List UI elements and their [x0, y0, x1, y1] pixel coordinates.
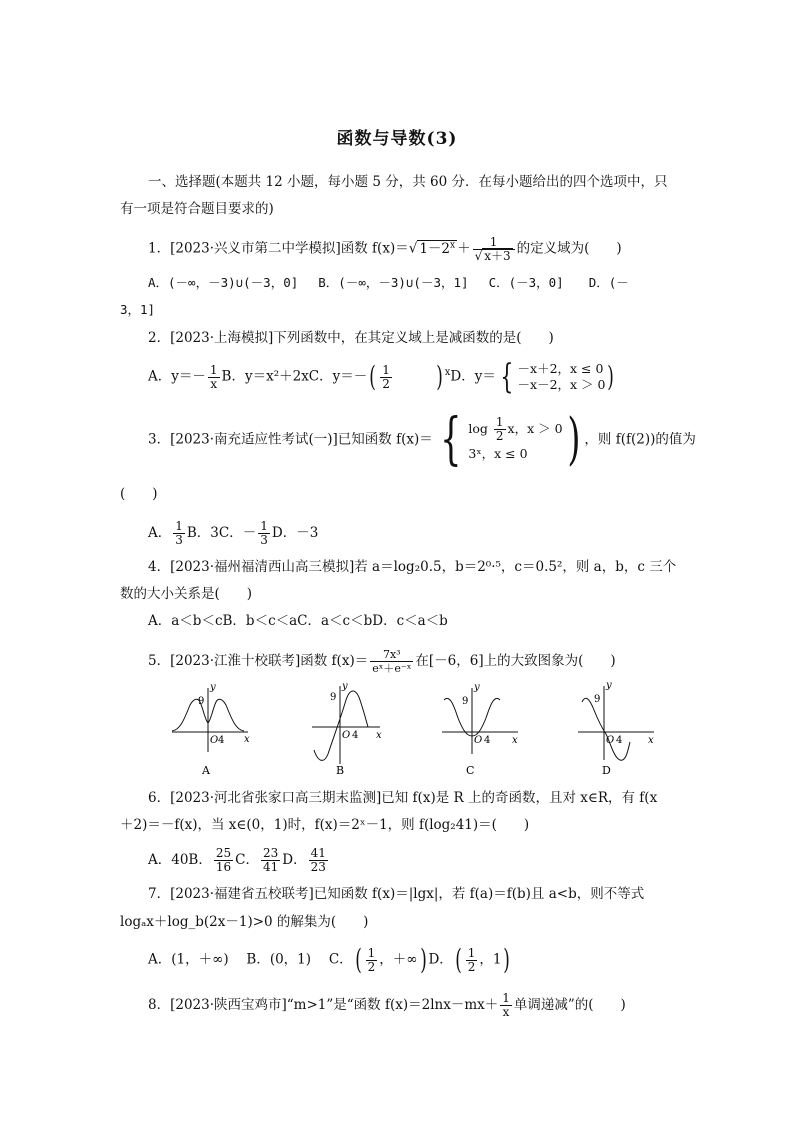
q3-case1-num: 1 [495, 414, 504, 429]
q2-optA-frac [208, 364, 220, 391]
q7-optD: D． [428, 951, 453, 968]
q3-brace: { [439, 407, 462, 472]
q3-case2: 3ˣ，x ≤ 0 [468, 445, 528, 461]
question-6-line2: ＋2)＝－f(x)，当 x∈(0，1)时，f(x)＝2ˣ－1，则 f(log₂41)＝( ) [120, 817, 530, 833]
q2-optB: B．y＝x²＋2xC．y＝－ [221, 368, 368, 385]
q3-case1-pre: log [468, 420, 488, 436]
q3-optA-pre: A． [148, 525, 172, 541]
q8-frac-den: x [502, 1005, 510, 1019]
question-5-stem [148, 648, 616, 675]
q2-case2: －x－2，x ＞ 0 [517, 377, 606, 392]
question-3-stem [148, 407, 696, 472]
graph-b-o: O [342, 730, 351, 741]
question-8-stem [148, 992, 626, 1019]
q2-left-paren: ( [369, 360, 377, 393]
q7-optC-close: ) [419, 943, 427, 976]
q3-case1-frac [494, 416, 506, 443]
q1-fraction [473, 236, 515, 263]
q3-case1-den: 2 [495, 428, 504, 443]
q8-stem-text: 8．[2023·陕西宝鸡市]“m>1”是“函数 f(x)＝2lnx－mx＋ [148, 997, 499, 1013]
graph-d-o: O [606, 735, 615, 746]
graph-c-tick-x: 4 [484, 735, 491, 746]
q3-case1 [468, 416, 562, 443]
graph-b-y: y [342, 681, 348, 692]
q3-tail: ，则 f(f(2))的值为 [584, 431, 696, 448]
q1-tail: 的定义域为( ) [516, 240, 622, 257]
graph-b-tick-y: 9 [330, 692, 337, 703]
q1-sqrt-text: 1－2 [419, 240, 451, 257]
q1-frac-den: √ x＋3 [474, 248, 511, 263]
q2-optC-sup: x [444, 367, 451, 378]
q7-optC-tail: ，＋∞ [379, 951, 418, 968]
q7-optD-tail: ，1 [479, 951, 502, 968]
q7-optC-frac [366, 947, 378, 974]
graph-c-label: C [466, 764, 475, 777]
q5-stem-text: 5．[2023·江淮十校联考]函数 f(x)＝ [148, 653, 369, 669]
graph-c-y: y [474, 682, 480, 693]
section-intro-line1: 一、选择题(本题共 12 小题，每小题 5 分，共 60 分．在每小题给出的四个选项中，只 [148, 174, 668, 190]
q8-frac-num: 1 [502, 991, 510, 1005]
q8-fraction [500, 992, 512, 1019]
section-intro-line2: 有一项是符合题目要求的) [120, 201, 274, 217]
question-1-options-line1: A．(－∞，－3)∪(－3，0] B．(－∞，－3)∪(－3，1] C．(－3，0] D．(－ [148, 275, 629, 290]
q1-sup: x [450, 240, 456, 250]
graph-d-tick-y: 9 [594, 694, 601, 705]
graph-d-label: D [602, 764, 611, 777]
question-7-line1: 7．[2023·福建省五校联考]已知函数 f(x)＝|lgx|，若 f(a)＝f(b)且 a<b，则不等式 [148, 886, 645, 902]
question-3-paren: ( ) [120, 486, 158, 502]
q3-cases [468, 416, 562, 465]
q6-optB-den: 16 [215, 860, 232, 874]
q7-optD-open: ( [454, 943, 462, 976]
question-4-options: A．a＜b＜cB．b＜c＜aC．a＜c＜bD．c＜a＜b [148, 613, 448, 629]
q6-optD: D． [282, 852, 307, 868]
q1-frac-den-text: x＋3 [484, 248, 511, 263]
q3-optC-frac [258, 520, 270, 547]
graph-a-label: A [202, 764, 210, 777]
q7-optD-num: 1 [467, 945, 476, 960]
q7-optD-frac [466, 947, 478, 974]
q2-optA-den: x [210, 376, 218, 391]
question-2-options [148, 357, 616, 397]
q5-graphs [160, 680, 660, 780]
question-3-options [148, 520, 318, 547]
q6-optD-den: 23 [310, 860, 326, 874]
page-title: 函数与导数(3) [336, 129, 458, 149]
q2-brace: { [500, 357, 514, 397]
q6-optC-num: 23 [262, 846, 279, 860]
graph-a [172, 682, 250, 777]
graph-d [578, 680, 654, 777]
sqrt-symbol: √ [408, 240, 418, 257]
q3-case1-post: x，x ＞ 0 [507, 420, 563, 436]
q2-optA-num: 1 [209, 362, 218, 377]
graph-b [312, 681, 382, 777]
q6-optB-num: 25 [215, 846, 232, 860]
q7-optD-close: ) [503, 943, 511, 976]
q6-optC-frac [261, 847, 280, 874]
q3-stem-text: 3．[2023·南充适应性考试(一)]已知函数 f(x)＝ [148, 431, 433, 448]
graph-c [442, 682, 518, 777]
q2-optD: D．y＝ [450, 368, 496, 385]
q3-close: ) [566, 407, 581, 472]
graph-d-x: x [648, 735, 654, 746]
question-1-stem: 1．[2023·兴义市第二中学模拟]函数 f(x)＝√ $1-2^x$ ＋ $\frac{1}{√ x+3}$ 的定义域为( ) [148, 234, 622, 263]
question-2-stem: 2．[2023·上海模拟]下列函数中，在其定义域上是减函数的是( ) [148, 330, 554, 346]
q3-optB: B．3C．－ [186, 525, 257, 541]
graph-a-tick-x: 4 [218, 735, 225, 746]
q7-optC-num: 1 [367, 945, 376, 960]
question-7-options [148, 943, 512, 976]
q3-optA-num: 1 [175, 519, 183, 533]
q2-case1: －x＋2，x ≤ 0 [517, 361, 604, 376]
graph-a-x: x [244, 734, 250, 745]
q6-optB-frac [214, 847, 233, 874]
q8-tail: 单调递减”的( ) [513, 997, 626, 1013]
graph-a-tick-y: 9 [198, 696, 205, 707]
q2-optC-den: 2 [382, 376, 390, 391]
graph-b-tick-x: 4 [352, 730, 359, 741]
q2-optC-num: 1 [382, 362, 390, 377]
graph-a-y: y [210, 682, 216, 693]
q6-optD-num: 41 [310, 846, 326, 860]
question-6-options [148, 847, 330, 874]
q3-optC-den: 3 [260, 533, 268, 547]
q7-optC-open: ( [354, 943, 362, 976]
q3-optD: D．－3 [271, 525, 319, 541]
q7-optC-den: 2 [367, 959, 376, 974]
q2-cases [518, 361, 606, 393]
q5-frac-den: eˣ＋e⁻ˣ [372, 662, 412, 675]
graph-b-label: B [336, 764, 345, 777]
graph-b-x: x [376, 730, 382, 741]
graph-c-o: O [474, 735, 483, 746]
question-7-line2: logₐx＋log_b(2x－1)>0 的解集为( ) [120, 914, 369, 930]
q5-tail: 在[－6，6]上的大致图象为( ) [415, 653, 616, 669]
q1-stem-text: 1．[2023·兴义市第二中学模拟]函数 f(x)＝ [148, 240, 409, 257]
question-1-options-line2: 3，1] [120, 302, 156, 317]
q5-fraction [370, 648, 413, 675]
q2-optD-close: ) [607, 360, 615, 393]
q3-optA-frac [173, 520, 185, 547]
q3-optC-num: 1 [260, 519, 268, 533]
q6-optA: A．40B． [148, 852, 212, 868]
graph-c-x: x [512, 735, 518, 746]
q1-frac-num: 1 [473, 236, 515, 250]
q6-optC-den: 41 [262, 860, 279, 874]
question-4-line1: 4．[2023·福州福清西山高三模拟]若 a＝log₂0.5，b＝2⁰·⁵，c＝0.5²，则 a，b，c 三个 [148, 559, 677, 575]
q6-optD-frac [309, 847, 328, 874]
q7-optA: A．(1，＋∞) B．(0，1) C． [148, 951, 353, 968]
q2-optA-pre: A．y＝－ [148, 368, 206, 385]
graph-d-y: y [606, 680, 612, 691]
graph-a-o: O [210, 735, 219, 746]
question-6-line1: 6．[2023·河北省张家口高三期末监测]已知 f(x)是 R 上的奇函数，且对 x∈R，有 f(x [148, 790, 658, 806]
q2-right-paren: ) [436, 360, 443, 393]
graph-c-tick-y: 9 [462, 696, 469, 707]
q2-optC-frac [380, 364, 392, 391]
q3-optA-den: 3 [175, 533, 183, 547]
q7-optD-den: 2 [467, 959, 476, 974]
q5-frac-num: 7x³ [370, 648, 413, 662]
q6-optC: C． [235, 852, 259, 868]
question-4-line2: 数的大小关系是( ) [120, 586, 253, 602]
graph-d-tick-x: 4 [616, 735, 623, 746]
q1-sqrt [417, 240, 457, 257]
